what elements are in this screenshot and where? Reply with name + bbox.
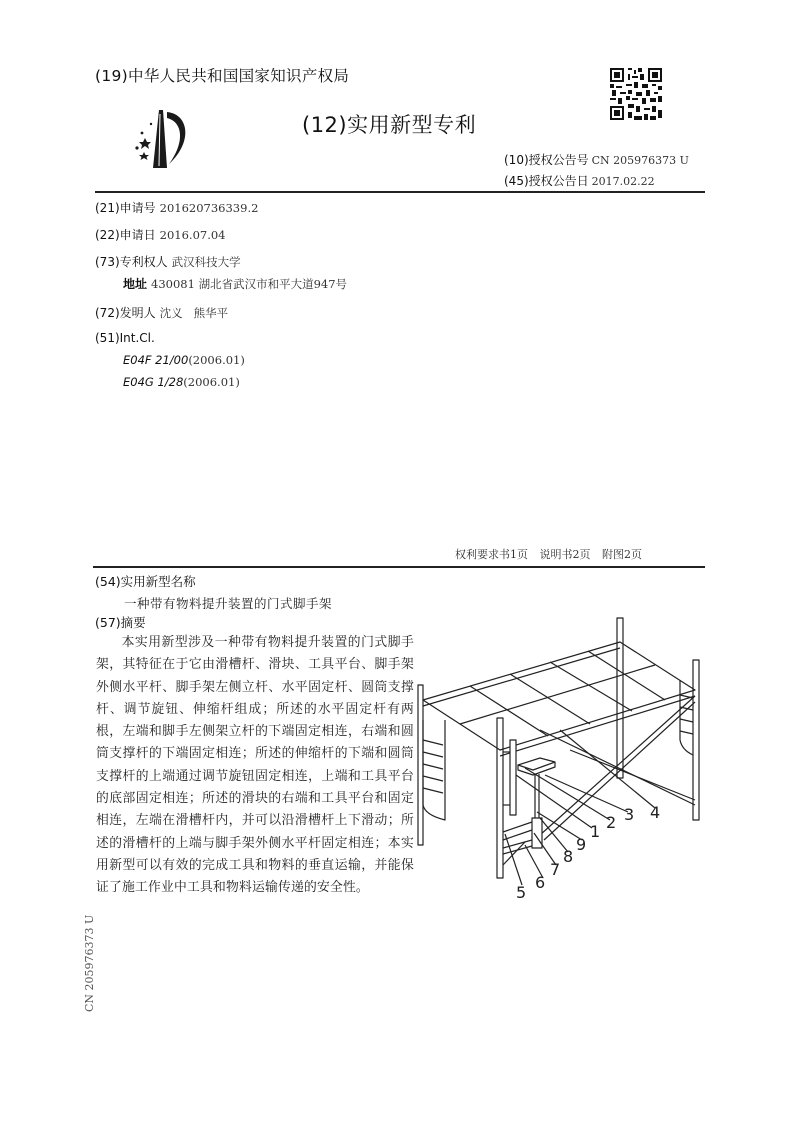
patent-type-title: (12)实用新型专利: [302, 113, 477, 137]
figure-label: 9: [576, 835, 587, 854]
ipc-entry: [123, 375, 240, 389]
filing-date: 2016.07.04: [159, 228, 226, 242]
publication-date-row: [504, 172, 655, 189]
figure-label: 7: [550, 860, 561, 879]
publication-number: CN 205976373 U: [591, 154, 689, 167]
abstract-section-label: (57)摘要: [95, 615, 146, 630]
patentee-row: [95, 253, 241, 270]
abstract-divider: [93, 566, 705, 568]
cnipa-logo-icon: [133, 108, 191, 170]
figure-label: 2: [606, 813, 617, 832]
patent-office-name: (19)中华人民共和国国家知识产权局: [95, 67, 350, 85]
ipc-code: E04G 1/28: [123, 375, 184, 389]
ipc-version: (2006.01): [183, 375, 240, 389]
publication-number-row: [504, 151, 689, 168]
inventors-row: [95, 304, 228, 321]
page-counts: 权利要求书1页 说明书2页 附图2页: [455, 548, 642, 561]
side-identifier: CN 205976373 U: [83, 914, 96, 1012]
ipc-label: (51)Int.Cl.: [95, 331, 155, 345]
ipc-code: E04F 21/00: [123, 353, 189, 367]
inventors-label: (72)发明人: [95, 306, 156, 320]
filing-date-row: [95, 226, 226, 243]
application-number: 201620736339.2: [159, 201, 259, 215]
utility-model-title: 一种带有物料提升装置的门式脚手架: [124, 596, 333, 611]
patentee: 武汉科技大学: [171, 255, 241, 269]
address-row: [123, 275, 347, 292]
application-number-row: [95, 199, 258, 216]
ipc-entry: [123, 353, 245, 367]
figure-label: 1: [590, 822, 601, 841]
title-section-label: (54)实用新型名称: [95, 574, 196, 589]
application-number-label: (21)申请号: [95, 201, 156, 215]
address-label: 地址: [123, 277, 148, 291]
figure-label: 8: [563, 847, 574, 866]
ipc-version: (2006.01): [188, 353, 245, 367]
publication-number-label: (10)授权公告号: [504, 153, 589, 167]
filing-date-label: (22)申请日: [95, 228, 156, 242]
header-divider: [95, 191, 705, 193]
publication-date-label: (45)授权公告日: [504, 174, 589, 188]
publication-date: 2017.02.22: [591, 175, 655, 188]
patentee-label: (73)专利权人: [95, 255, 168, 269]
figure-label: 3: [624, 805, 635, 824]
address: 430081 湖北省武汉市和平大道947号: [151, 277, 348, 291]
abstract-text: 本实用新型涉及一种带有物料提升装置的门式脚手架，其特征在于它由滑槽杆、滑块、工具平台、脚手架外侧水平杆、脚手架左侧立杆、水平固定杆、圆筒支撑杆、调节旋钮、伸缩杆组成；所述的水平固定杆有两根，左端和脚手左侧架立杆的下端固定相连，右端和圆筒支撑杆的下端固定相连；所述的伸缩杆的下端和圆筒支撑杆的上端通过调节旋钮固定相连，上端和工具平台的底部固定相连；所述的滑块的右端和工具平台和固定相连，左端在滑槽杆内，并可以沿滑槽杆上下滑动；所述的滑槽杆的上端与脚手架外侧水平杆固定相连；本实用新型可以有效的完成工具和物料的垂直运输，并能保证了施工作业中工具和物料运输传递的安全性。: [96, 635, 414, 896]
figure-label: 6: [535, 873, 546, 892]
inventors: 沈义 熊华平: [159, 306, 229, 320]
qr-code-icon: [610, 68, 662, 120]
figure-label: 4: [650, 803, 661, 822]
scaffold-drawing-icon: [410, 590, 730, 910]
figure-label: 5: [516, 883, 527, 902]
